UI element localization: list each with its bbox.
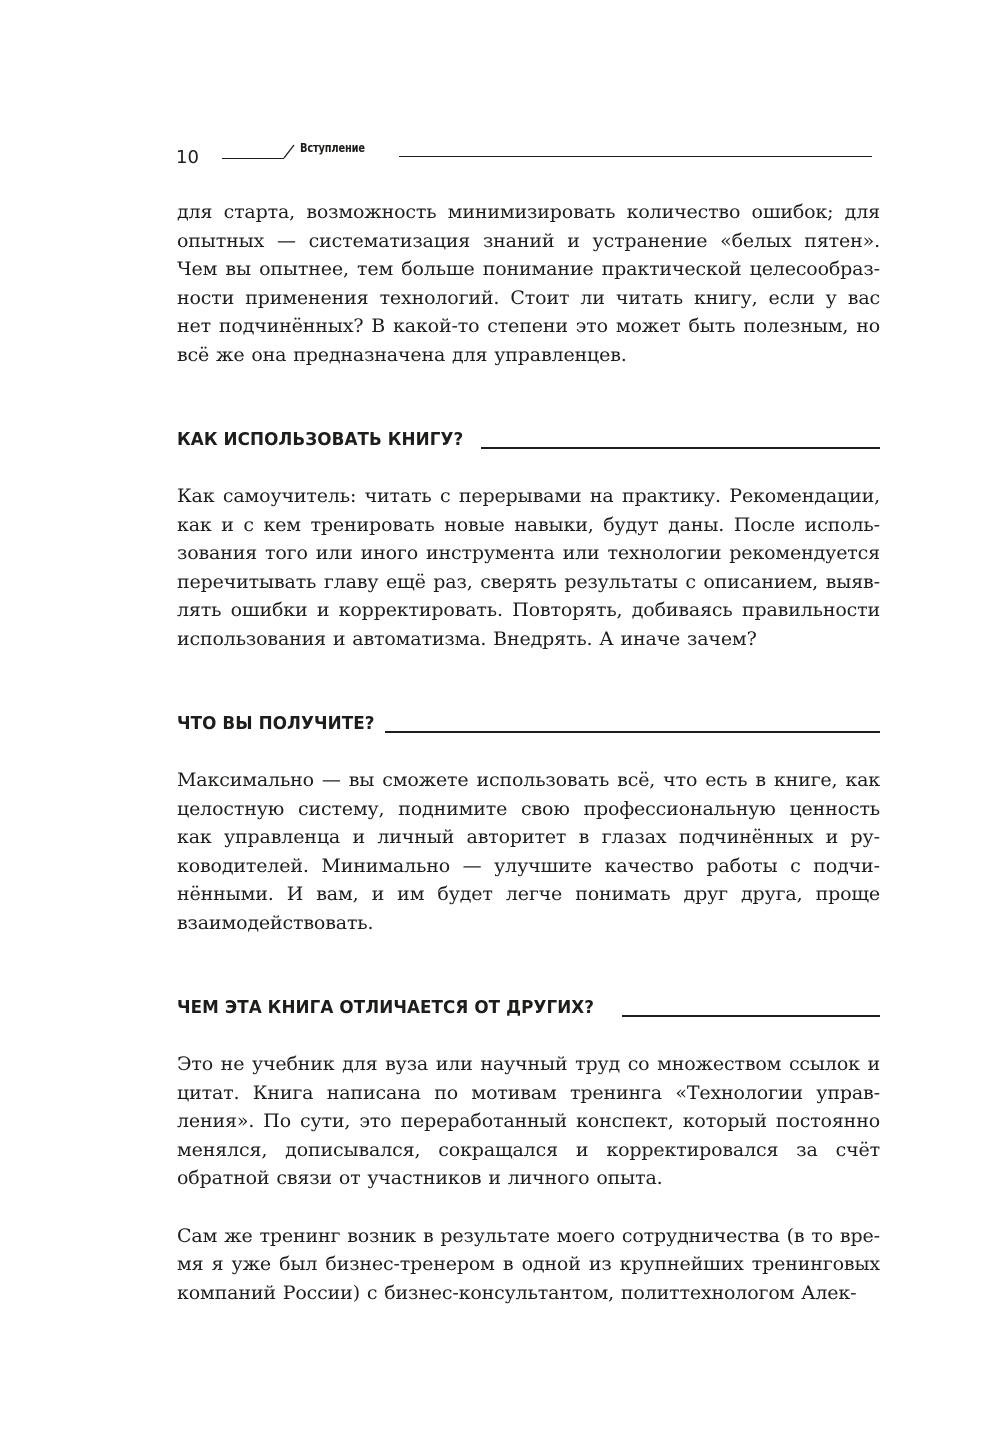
section-heading-text: КАК ИСПОЛЬЗОВАТЬ КНИГУ? (177, 429, 464, 450)
heading-rule (385, 731, 880, 733)
section-how-different (177, 995, 880, 1307)
section-heading-text: ЧЕМ ЭТА КНИГА ОТЛИЧАЕТСЯ ОТ ДРУГИХ? (177, 997, 595, 1018)
section-heading (177, 995, 880, 1019)
heading-rule (481, 447, 880, 449)
running-header (0, 0, 987, 180)
header-slash-icon (282, 143, 296, 159)
section-heading-text: ЧТО ВЫ ПОЛУЧИТЕ? (177, 713, 375, 734)
section-paragraph: Как самоучитель: читать с перерывами на практику. Рекомендации, как и с кем тренировать новые навыки, будут даны. После использования того или иного инструмента или технологии рекомендуется перечитывать главу ещё раз, сверять результаты с описанием, выявлять ошибки и корректировать. Повторять, добиваясь правильности использования и автоматизма. Внедрять. А иначе зачем? (177, 485, 880, 650)
section-heading (177, 711, 880, 735)
section-paragraph: Сам же тренинг возник в результате моего сотрудничества (в то время я уже был бизнес-тренером в одной из крупнейших тренинговых компаний России) с бизнес-консультантом, политтехнологом Алек- (177, 1224, 880, 1304)
heading-rule (622, 1015, 881, 1017)
page-number: 10 (176, 147, 199, 168)
chapter-title: Вступление (300, 141, 365, 155)
section-paragraph: Максимально — вы сможете использовать всё, что есть в книге, как целостную систему, поднимите свою профессиональную ценность как управленца и личный авторитет в глазах подчинённых и руководителей. Минимально — улучшите качество работы с подчинёнными. И вам, и им будет легче понимать друг друга, проще взаимодействовать. (177, 769, 880, 934)
intro-paragraph: для старта, возможность минимизировать количество ошибок; для опытных — систематизация знаний и устранение «белых пятен». Чем вы опытнее, тем больше понимание практической целесообразности применения технологий. Стоит ли читать книгу, если у вас нет подчинённых? В какой-то степени это может быть полезным, но всё же она предназначена для управленцев. (177, 201, 880, 366)
section-heading (177, 427, 880, 451)
header-rule-left (222, 158, 284, 159)
header-rule-right (399, 156, 872, 157)
page-body (177, 198, 880, 1307)
section-how-to-use (177, 427, 880, 653)
section-what-you-get (177, 711, 880, 937)
section-paragraph: Это не учебник для вуза или научный труд со множеством ссылок и цитат. Книга написана по мотивам тренинга «Технологии управления». По сути, это переработанный конспект, который постоянно менялся, дописывался, сокращался и корректировался за счёт обратной связи от участников и личного опыта. (177, 1053, 880, 1189)
